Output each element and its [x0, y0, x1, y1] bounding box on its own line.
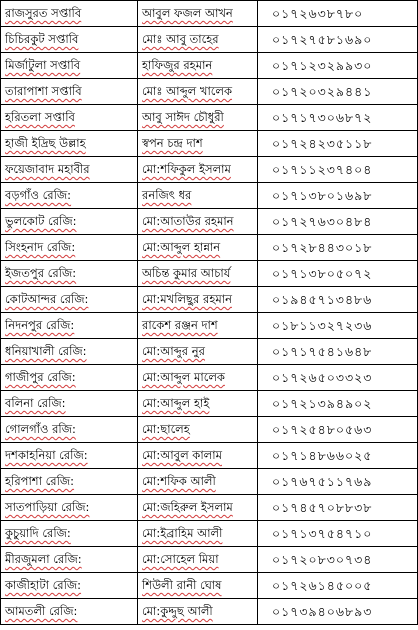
contact-person-cell — [138, 469, 258, 495]
phone-number-text: ০১৭২৪২৩৫১১৮ — [272, 136, 373, 151]
table-row — [1, 495, 418, 521]
school-name-cell — [1, 1, 138, 27]
school-name-cell — [1, 547, 138, 573]
contact-person-text: মো:কুদ্দুছ আলী — [142, 604, 213, 618]
phone-number-text: ০১৭২৮৪৪৩০১৮ — [272, 240, 373, 255]
table-row — [1, 469, 418, 495]
contact-person-text: মো:আবুল কালাম — [142, 448, 222, 462]
contact-person-cell — [138, 495, 258, 521]
table-row — [1, 521, 418, 547]
school-name-text: দশকাহনিয়া রেজি: — [5, 448, 88, 462]
contact-person-cell — [138, 27, 258, 53]
table-row — [1, 27, 418, 53]
phone-number-text: ০১৭১৭৩০৬৮৭২ — [272, 110, 373, 125]
contact-person-cell — [138, 105, 258, 131]
table-row — [1, 105, 418, 131]
phone-number-cell — [258, 599, 418, 625]
school-name-cell — [1, 209, 138, 235]
phone-number-text: ০১৭২০৩২৯৪৪১ — [272, 84, 373, 99]
contact-person-text: মো:জহিরুল ইসলাম — [142, 500, 233, 514]
phone-number-cell — [258, 495, 418, 521]
school-name-text: ধনিয়াখালী রেজি: — [5, 344, 87, 358]
table-row — [1, 313, 418, 339]
table-row — [1, 339, 418, 365]
phone-number-text: ০১৭২৭৫৮১৬৯০ — [272, 32, 373, 47]
school-name-text: নিদনপুর রেজি: — [5, 318, 75, 332]
school-name-text: ভুলকোট রেজি: — [5, 214, 77, 228]
table-row — [1, 443, 418, 469]
school-name-cell — [1, 105, 138, 131]
contact-person-cell — [138, 521, 258, 547]
table-row — [1, 53, 418, 79]
table-row — [1, 573, 418, 599]
phone-number-text: ০১৭২৬৩৮৭৮০ — [272, 6, 364, 21]
contact-person-text: আবুল ফজল আখন — [142, 6, 233, 20]
phone-number-text: ০১৭১৩৮০৫০৭২ — [272, 266, 373, 281]
table-row — [1, 365, 418, 391]
contact-person-cell — [138, 183, 258, 209]
school-name-cell — [1, 417, 138, 443]
contact-person-text: মো:আব্দুর নুর — [142, 344, 205, 358]
phone-number-text: ০১৮১১৩২৭২৩৬ — [272, 318, 373, 333]
table-row — [1, 547, 418, 573]
phone-number-text: ০১৭১১২৩৭৪০৪ — [272, 162, 373, 177]
phone-number-cell — [258, 313, 418, 339]
table-row — [1, 183, 418, 209]
school-name-cell — [1, 599, 138, 625]
school-name-text: বড়গাঁও রেজি: — [5, 188, 72, 202]
school-name-cell — [1, 27, 138, 53]
contact-person-text: মো:ইব্রাহিম আলী — [142, 526, 223, 540]
phone-number-text: ০১৭২০৮৩০৭৩৪ — [272, 552, 373, 567]
contact-person-text: মোঃ আব্দুল খালেক — [142, 84, 233, 98]
phone-number-cell — [258, 417, 418, 443]
school-name-cell — [1, 521, 138, 547]
contact-person-text: মো:আব্দুল হান্নান — [142, 240, 221, 254]
phone-number-cell — [258, 183, 418, 209]
contact-person-text: রাকেশ রঞ্জন দাশ — [142, 318, 218, 332]
phone-number-cell — [258, 27, 418, 53]
contact-person-cell — [138, 157, 258, 183]
school-name-text: কোটআন্দর রেজি: — [5, 292, 89, 306]
contact-person-text: স্বপন চন্দ্র দাশ — [142, 136, 203, 150]
phone-number-text: ০১৭২৭৬৩০৪৮৪ — [272, 214, 373, 229]
phone-number-cell — [258, 131, 418, 157]
phone-number-cell — [258, 391, 418, 417]
table-row — [1, 79, 418, 105]
contact-person-text: মো:আব্দুল মালেক — [142, 370, 225, 384]
contact-person-cell — [138, 131, 258, 157]
table-row — [1, 157, 418, 183]
phone-number-text: ০১৭১৭৫৪১৬৪৮ — [272, 344, 373, 359]
contact-person-text: মো:শফিকুল ইসলাম — [142, 162, 231, 176]
contact-person-cell — [138, 573, 258, 599]
contact-person-cell — [138, 313, 258, 339]
phone-number-text: ০১৭৩৯৪০৬৮৯৩ — [272, 604, 373, 619]
contact-person-cell — [138, 417, 258, 443]
phone-number-cell — [258, 287, 418, 313]
phone-number-text: ০১৭১৩৭৫৪৭১০ — [272, 526, 373, 541]
school-name-cell — [1, 287, 138, 313]
school-name-text: সাতপাড়িয়া রেজি: — [5, 500, 90, 514]
school-name-text: কাজীহাটা রেজি: — [5, 578, 82, 592]
phone-number-cell — [258, 1, 418, 27]
table-row — [1, 209, 418, 235]
phone-number-text: ০১৭১৩৮০১৬৯৮ — [272, 188, 373, 203]
contact-person-text: মোঃ আবু তাহের — [142, 32, 219, 46]
school-name-text: কুচুয়াদি রেজি: — [5, 526, 71, 540]
school-name-cell — [1, 157, 138, 183]
phone-number-cell — [258, 521, 418, 547]
contact-person-cell — [138, 547, 258, 573]
table-row — [1, 287, 418, 313]
contact-person-text: মো:শফিক আলী — [142, 474, 216, 488]
school-name-cell — [1, 261, 138, 287]
school-name-text: গোলগাঁও রজি: — [5, 422, 76, 436]
phone-number-cell — [258, 339, 418, 365]
contact-person-cell — [138, 339, 258, 365]
contact-person-text: আবু সাঈদ চৌধুরী — [142, 110, 224, 124]
school-name-cell — [1, 183, 138, 209]
school-name-text: হাজী ইদ্রিছ উল্লাহ — [5, 136, 86, 150]
phone-number-cell — [258, 547, 418, 573]
contact-person-text: মো:আতাউর রহমান — [142, 214, 234, 228]
contact-person-cell — [138, 287, 258, 313]
school-name-text: চিচিরকুট সপ্তাবি — [5, 32, 79, 46]
school-name-text: সিংহনাদ রেজি: — [5, 240, 76, 254]
contact-person-cell — [138, 209, 258, 235]
school-name-cell — [1, 53, 138, 79]
phone-number-cell — [258, 469, 418, 495]
table-row — [1, 391, 418, 417]
school-name-cell — [1, 131, 138, 157]
contact-person-cell — [138, 1, 258, 27]
school-name-text: ইজতপুর রেজি: — [5, 266, 77, 280]
school-name-cell — [1, 391, 138, 417]
school-name-cell — [1, 495, 138, 521]
school-name-text: ফয়েজাবাদ মহাবীর — [5, 162, 90, 176]
school-name-cell — [1, 339, 138, 365]
phone-number-cell — [258, 53, 418, 79]
contact-person-text: শিউলী রানী ঘোষ — [142, 578, 222, 592]
school-name-text: মীরজুমলা রেজি: — [5, 552, 82, 566]
contact-person-text: রনজিৎ ধর — [142, 188, 192, 202]
school-name-cell — [1, 573, 138, 599]
table-row — [1, 1, 418, 27]
phone-number-text: ০১৭২১৩৯৪৯০২ — [272, 396, 373, 411]
contact-person-cell — [138, 365, 258, 391]
contact-person-text: হাফিজুর রহমান — [142, 58, 213, 72]
phone-number-cell — [258, 105, 418, 131]
school-name-cell — [1, 313, 138, 339]
contact-person-text: মো:মখলিছুর রহমান — [142, 292, 232, 306]
table-row — [1, 131, 418, 157]
phone-number-text: ০১৭৪৫৭০৮৮৩৮ — [272, 500, 373, 515]
phone-number-cell — [258, 79, 418, 105]
school-name-cell — [1, 469, 138, 495]
phone-number-text: ০১৭১৪৮৬৬০২৫ — [272, 448, 373, 463]
school-name-text: হরিপাশা রেজি: — [5, 474, 75, 488]
contact-person-cell — [138, 53, 258, 79]
phone-number-cell — [258, 261, 418, 287]
school-name-cell — [1, 79, 138, 105]
phone-number-text: ০১৭২৬৫০৩৩২৩ — [272, 370, 373, 385]
phone-number-cell — [258, 573, 418, 599]
phone-number-text: ০১৭১২৩২৯৯৩০ — [272, 58, 373, 73]
school-name-text: আমতলী রেজি: — [5, 604, 78, 618]
contact-person-text: মো:আব্দুল হাই — [142, 396, 210, 410]
contact-person-text: অচিন্ত কুমার আচার্য — [142, 266, 231, 280]
contact-person-cell — [138, 235, 258, 261]
school-name-cell — [1, 235, 138, 261]
table-row — [1, 261, 418, 287]
contact-person-cell — [138, 391, 258, 417]
school-name-text: রাজসুরত সপ্তাবি — [5, 6, 82, 20]
phone-number-cell — [258, 443, 418, 469]
contact-person-cell — [138, 443, 258, 469]
school-name-cell — [1, 443, 138, 469]
phone-number-text: ০১৯৪৫৭১৩৪৮৬ — [272, 292, 373, 307]
school-name-text: মির্জাটুলা সপ্তাবি — [5, 58, 81, 72]
phone-number-cell — [258, 209, 418, 235]
contact-person-cell — [138, 599, 258, 625]
table-row — [1, 235, 418, 261]
school-name-text: গাজীপুর রেজি: — [5, 370, 76, 384]
table-row — [1, 599, 418, 625]
phone-number-cell — [258, 235, 418, 261]
school-name-cell — [1, 365, 138, 391]
contact-person-text: মো:ছালেহ — [142, 422, 190, 436]
phone-number-text: ০১৭৬৭৫১১৭৬৯ — [272, 474, 373, 489]
table-body — [1, 1, 418, 625]
contact-person-cell — [138, 79, 258, 105]
contact-person-text: মো:সোহেল মিয়া — [142, 552, 219, 566]
contact-person-cell — [138, 261, 258, 287]
phone-number-cell — [258, 365, 418, 391]
phone-number-text: ০১৭২৫৪৮০৫৬৩ — [272, 422, 373, 437]
phone-number-text: ০১৭২৬১৪৫০০৫ — [272, 578, 373, 593]
school-name-text: বলিনা রেজি: — [5, 396, 66, 410]
phone-number-cell — [258, 157, 418, 183]
school-name-text: হরিতলা সপ্তাবি — [5, 110, 75, 124]
table-row — [1, 417, 418, 443]
school-name-text: তারাপাশা সপ্তাবি — [5, 84, 82, 98]
